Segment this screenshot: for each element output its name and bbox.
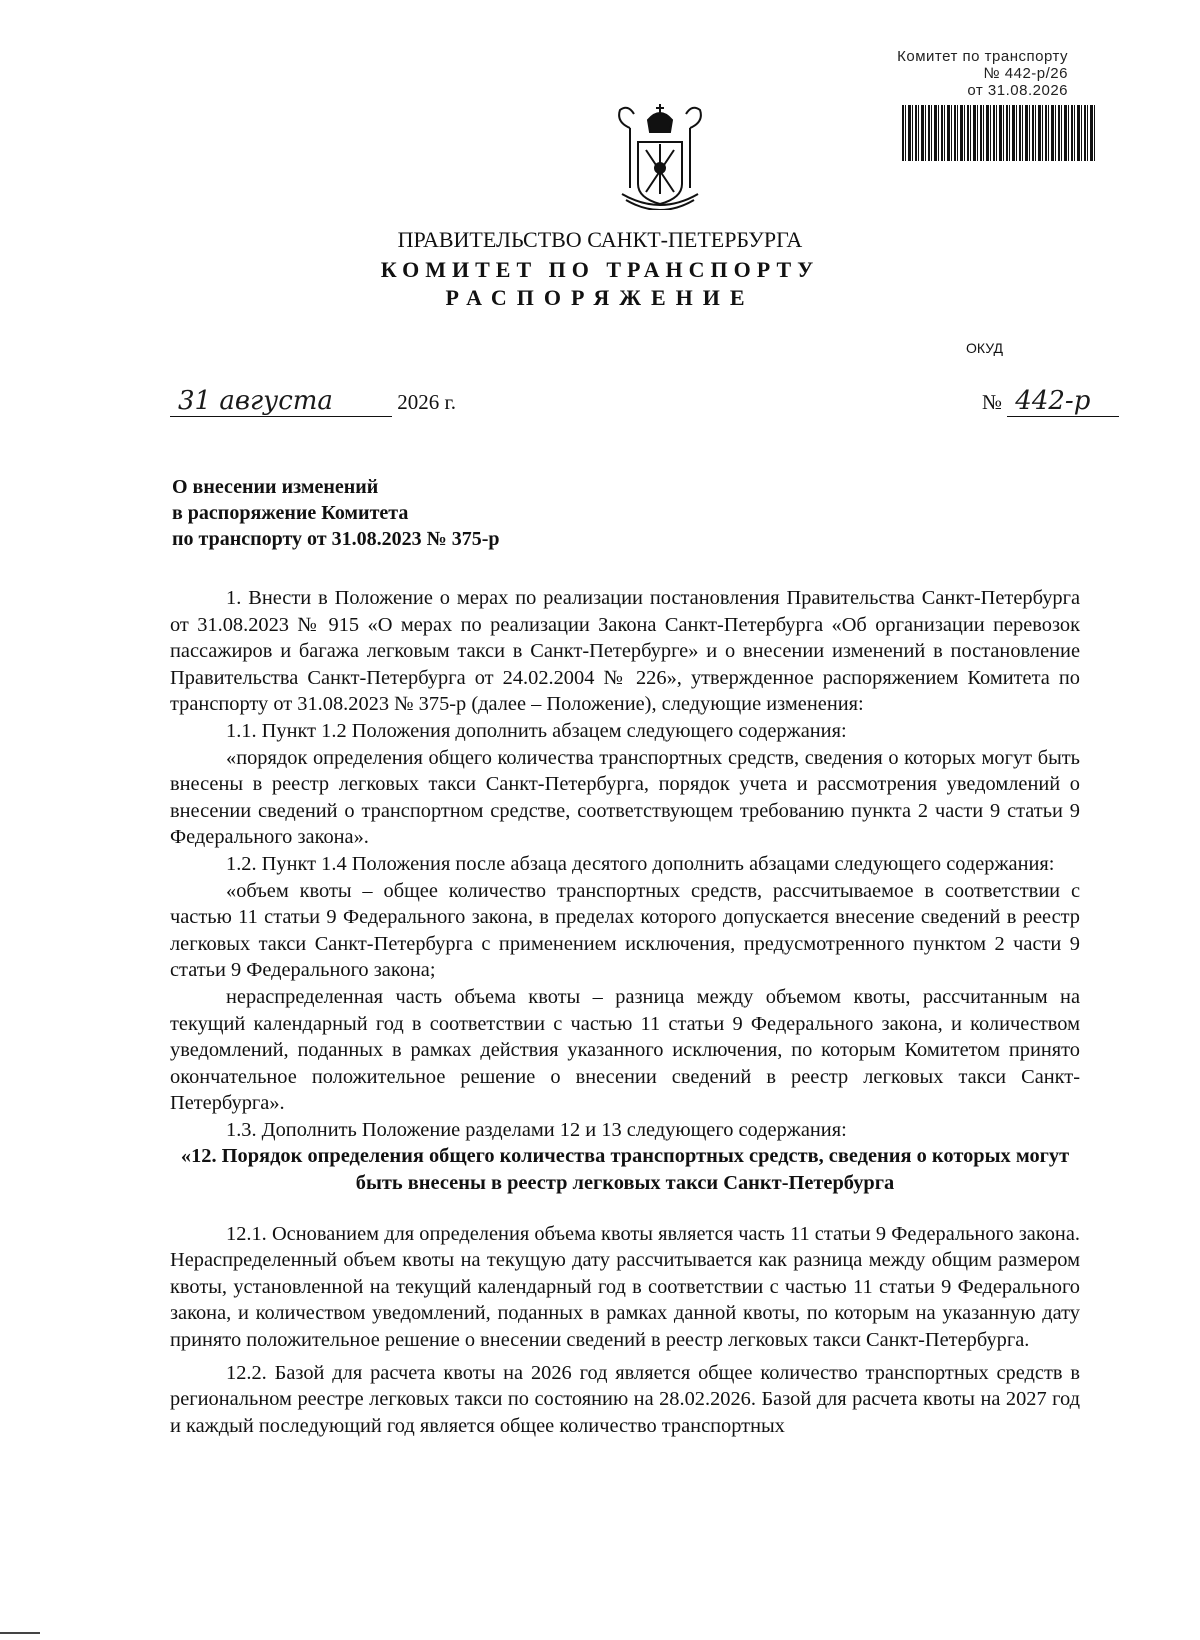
- document-type: РАСПОРЯЖЕНИЕ: [445, 285, 755, 310]
- subject-line: в распоряжение Комитета: [172, 502, 409, 524]
- government-title: ПРАВИТЕЛЬСТВО САНКТ-ПЕТЕРБУРГА: [397, 227, 803, 252]
- committee-title: КОМИТЕТ ПО ТРАНСПОРТУ: [380, 257, 820, 282]
- body-paragraph: 1. Внести в Положение о мерах по реализации постановления Правительства Санкт-Петербурга от 31.08.2023 № 915 «О мерах по реализации Закона Санкт-Петербурга «Об организации перевозок пассажиров и багажа легковым такси в Санкт-Петербурге» и о внесении изменений в постановление Правительства Санкт-Петербурга от 24.02.2004 № 226», утвержденное распоряжением Комитета по транспорту от 31.08.2023 № 375-р (далее – Положение), следующие изменения:: [170, 587, 1080, 716]
- page-corner-mark: [0, 1632, 40, 1634]
- body-paragraph: «порядок определения общего количества транспортных средств, сведения о которых могут быть внесены в реестр легковых такси Санкт-Петербурга, порядок учета и рассмотрения уведомлений о внесении сведений о транспортном средстве, соответствующем требованию пункта 2 части 9 статьи 9 Федерального закона».: [170, 746, 1080, 849]
- body-paragraph: 1.3. Дополнить Положение разделами 12 и 13 следующего содержания:: [226, 1118, 847, 1141]
- number-prefix: №: [982, 390, 1003, 414]
- section-heading: «12. Порядок определения общего количества транспортных средств, сведения о которых могут быть внесены в реестр легковых такси Санкт-Петербурга: [180, 1145, 1070, 1195]
- date-year: 2026 г.: [397, 390, 456, 414]
- subject-line: по транспорту от 31.08.2023 № 375-р: [172, 528, 500, 550]
- registration-stamp: [866, 48, 1086, 161]
- section-paragraph: 12.1. Основанием для определения объема квоты является часть 11 статьи 9 Федерального закона. Нераспределенный объем квоты на текущую дату рассчитывается как разница между общим размером квоты, установленной на текущий календарный год в соответствии с частью 11 статьи 9 Федерального закона, и количеством уведомлений, поданных в рамках данной квоты, по которым на указанную дату принято положительное решение о внесении сведений в реестр легковых такси Санкт-Петербурга.: [170, 1222, 1080, 1352]
- document-number: [982, 386, 1119, 417]
- okud-label: ОКУД: [966, 340, 1003, 356]
- handwritten-number: 442-р: [1007, 386, 1119, 417]
- coat-of-arms-icon: [608, 98, 712, 210]
- document-date: [170, 386, 456, 417]
- document-body: [170, 585, 1080, 1439]
- section-paragraph: 12.2. Базой для расчета квоты на 2026 год является общее количество транспортных средств в региональном реестре легковых такси по состоянию на 28.02.2026. Базой для расчета квоты на 2027 год и каждый последующий год является общее количество транспортных: [170, 1361, 1080, 1437]
- document-subject: [172, 474, 500, 552]
- body-paragraph: 1.1. Пункт 1.2 Положения дополнить абзацем следующего содержания:: [226, 719, 847, 742]
- body-paragraph: «объем квоты – общее количество транспортных средств, рассчитываемое в соответствии с частью 11 статьи 9 Федерального закона, в пределах которого допускается внесение сведений в реестр легковых такси Санкт-Петербурга с применением исключения, предусмотренного пунктом 2 части 9 статьи 9 Федерального закона;: [170, 879, 1080, 982]
- barcode-icon: [902, 105, 1096, 161]
- stamp-line-date: от 31.08.2026: [967, 82, 1068, 99]
- body-paragraph: 1.2. Пункт 1.4 Положения после абзаца десятого дополнить абзацами следующего содержания:: [226, 852, 1055, 875]
- stamp-line-committee: Комитет по транспорту: [897, 48, 1068, 65]
- handwritten-date: 31 августа: [170, 386, 392, 417]
- subject-line: О внесении изменений: [172, 476, 379, 498]
- body-paragraph: нераспределенная часть объема квоты – разница между объемом квоты, рассчитанным на текущий календарный год в соответствии с частью 11 статьи 9 Федерального закона, и количеством уведомлений, поданных в рамках действия указанного исключения, по которым Комитетом принято окончательное положительное решение о внесении сведений в реестр легковых такси Санкт-Петербурга».: [170, 985, 1080, 1115]
- stamp-line-number: № 442-р/26: [983, 65, 1068, 82]
